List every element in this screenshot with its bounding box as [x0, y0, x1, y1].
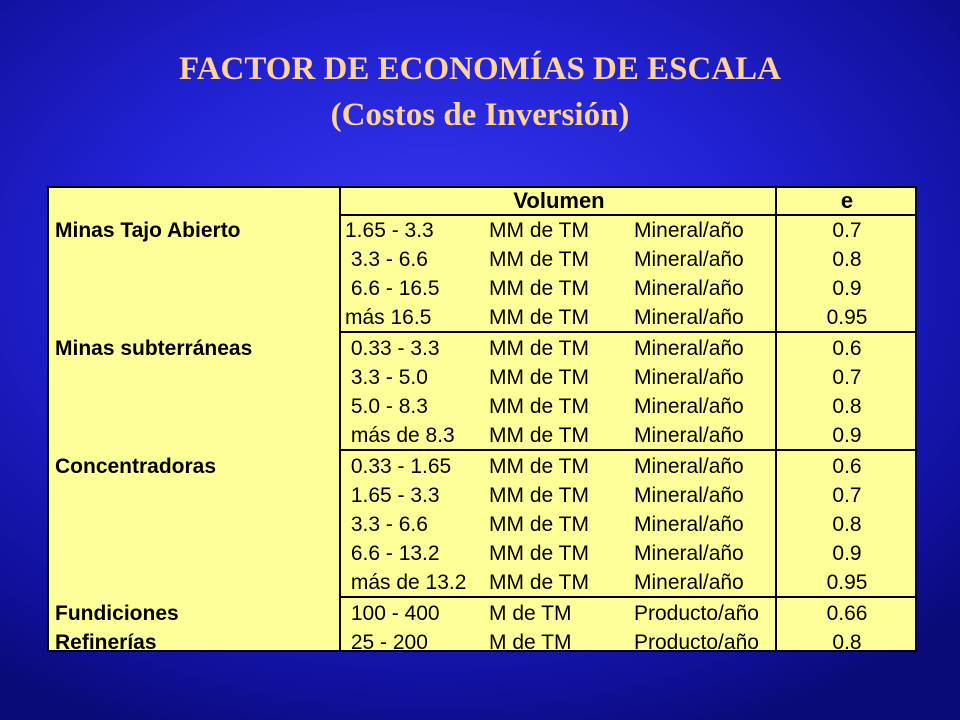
volume-basis: Mineral/año	[634, 571, 744, 594]
page-title: FACTOR DE ECONOMÍAS DE ESCALA	[178, 51, 782, 87]
volume-unit: MM de TM	[489, 219, 589, 242]
volume-range: 3.3 - 6.6	[345, 513, 428, 536]
category-label: Fundiciones	[55, 602, 179, 625]
volume-basis: Mineral/año	[634, 395, 744, 418]
volume-basis: Mineral/año	[634, 277, 744, 300]
e-value: 0.7	[832, 484, 862, 507]
volume-basis: Mineral/año	[634, 248, 744, 271]
volume-range: más 16.5	[345, 306, 432, 329]
volume-unit: MM de TM	[489, 277, 589, 300]
e-value: 0.9	[832, 542, 862, 565]
column-divider-category	[339, 188, 341, 650]
volume-range: más de 8.3	[345, 424, 455, 447]
category-label: Refinerías	[55, 631, 157, 654]
e-value: 0.8	[832, 395, 862, 418]
volume-unit: MM de TM	[489, 248, 589, 271]
volume-unit: M de TM	[489, 631, 572, 654]
volume-range: 100 - 400	[345, 602, 440, 625]
e-value: 0.8	[832, 631, 862, 654]
volume-basis: Mineral/año	[634, 337, 744, 360]
category-label: Minas Tajo Abierto	[55, 219, 241, 242]
volume-range: 1.65 - 3.3	[345, 219, 434, 242]
volume-unit: MM de TM	[489, 542, 589, 565]
e-value: 0.95	[826, 306, 868, 329]
volume-range: 0.33 - 3.3	[345, 337, 440, 360]
e-value: 0.9	[832, 277, 862, 300]
volume-unit: M de TM	[489, 602, 572, 625]
volume-unit: MM de TM	[489, 337, 589, 360]
volume-range: 1.65 - 3.3	[345, 484, 440, 507]
volume-unit: MM de TM	[489, 424, 589, 447]
e-value: 0.6	[832, 337, 862, 360]
volume-range: 3.3 - 5.0	[345, 366, 428, 389]
volume-basis: Mineral/año	[634, 513, 744, 536]
e-value: 0.6	[832, 455, 862, 478]
volume-basis: Mineral/año	[634, 484, 744, 507]
volume-unit: MM de TM	[489, 571, 589, 594]
group-divider	[341, 449, 915, 451]
volume-range: 0.33 - 1.65	[345, 455, 452, 478]
volume-range: 3.3 - 6.6	[345, 248, 428, 271]
e-value: 0.66	[826, 602, 868, 625]
volume-unit: MM de TM	[489, 306, 589, 329]
volume-basis: Mineral/año	[634, 542, 744, 565]
volume-basis: Mineral/año	[634, 219, 744, 242]
group-divider	[341, 596, 915, 598]
group-divider	[341, 331, 915, 333]
category-label: Minas subterráneas	[55, 337, 253, 360]
volume-range: más de 13.2	[345, 571, 467, 594]
volume-range: 25 - 200	[345, 631, 428, 654]
e-value: 0.8	[832, 513, 862, 536]
volume-basis: Mineral/año	[634, 306, 744, 329]
e-value: 0.8	[832, 248, 862, 271]
page-subtitle: (Costos de Inversión)	[330, 97, 630, 133]
volume-basis: Producto/año	[634, 602, 759, 625]
volume-range: 6.6 - 13.2	[345, 542, 440, 565]
e-value: 0.9	[832, 424, 862, 447]
category-label: Concentradoras	[55, 455, 217, 478]
e-value: 0.7	[832, 366, 862, 389]
volume-range: 6.6 - 16.5	[345, 277, 440, 300]
economies-of-scale-table	[47, 186, 917, 652]
volume-basis: Mineral/año	[634, 366, 744, 389]
volume-basis: Producto/año	[634, 631, 759, 654]
volume-range: 5.0 - 8.3	[345, 395, 428, 418]
volume-unit: MM de TM	[489, 366, 589, 389]
volume-unit: MM de TM	[489, 455, 589, 478]
e-value: 0.7	[832, 219, 862, 242]
header-e: e	[840, 188, 854, 213]
header-volume: Volumen	[513, 188, 605, 213]
volume-unit: MM de TM	[489, 513, 589, 536]
volume-basis: Mineral/año	[634, 424, 744, 447]
volume-unit: MM de TM	[489, 484, 589, 507]
e-value: 0.95	[826, 571, 868, 594]
volume-basis: Mineral/año	[634, 455, 744, 478]
volume-unit: MM de TM	[489, 395, 589, 418]
